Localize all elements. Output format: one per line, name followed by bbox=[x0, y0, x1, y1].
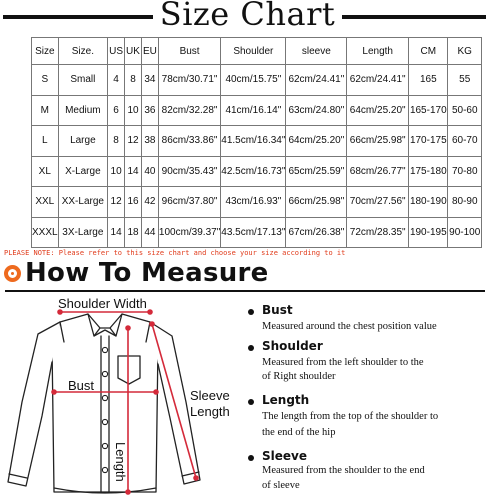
table-cell: 42.5cm/16.73" bbox=[221, 156, 286, 187]
size-chart-title: Size Chart bbox=[159, 0, 336, 33]
table-cell: 12 bbox=[125, 126, 142, 157]
table-header-cell: sleeve bbox=[286, 38, 347, 65]
table-cell: 66cm/25.98" bbox=[286, 187, 347, 218]
table-cell: 190-195 bbox=[409, 217, 448, 248]
table-cell: 43.5cm/17.13" bbox=[221, 217, 286, 248]
table-cell: 96cm/37.80" bbox=[158, 187, 220, 218]
title-rule-left bbox=[3, 15, 153, 19]
bust-label: Bust bbox=[68, 378, 95, 393]
table-cell: XXXL bbox=[32, 217, 59, 248]
table-cell: 41.5cm/16.34" bbox=[221, 126, 286, 157]
table-cell: 90cm/35.43" bbox=[158, 156, 220, 187]
table-cell: 6 bbox=[108, 95, 125, 126]
definition-title: Length bbox=[262, 393, 310, 407]
definition-text: Measured from the shoulder to the end bbox=[262, 465, 425, 476]
table-cell: 50-60 bbox=[448, 95, 482, 126]
table-cell: 12 bbox=[108, 187, 125, 218]
table-cell: 180-190 bbox=[409, 187, 448, 218]
table-header-cell: Length bbox=[347, 38, 409, 65]
length-label: Length bbox=[113, 442, 128, 482]
definition-title: Bust bbox=[262, 303, 293, 317]
table-cell: 8 bbox=[125, 65, 142, 96]
table-cell: 44 bbox=[141, 217, 158, 248]
table-cell: 10 bbox=[125, 95, 142, 126]
table-cell: 40 bbox=[141, 156, 158, 187]
table-cell: XXL bbox=[32, 187, 59, 218]
table-header-row bbox=[32, 38, 482, 65]
table-header-cell: CM bbox=[409, 38, 448, 65]
definition-text: of sleeve bbox=[262, 480, 300, 491]
table-cell: 67cm/26.38" bbox=[286, 217, 347, 248]
table-cell: 90-100 bbox=[448, 217, 482, 248]
table-cell: M bbox=[32, 95, 59, 126]
table-cell: 60-70 bbox=[448, 126, 482, 157]
definition-text: The length from the top of the shoulder to bbox=[262, 411, 439, 422]
table-row bbox=[32, 65, 482, 96]
table-cell: 16 bbox=[125, 187, 142, 218]
table-cell: Small bbox=[58, 65, 108, 96]
table-cell: 62cm/24.41" bbox=[347, 65, 409, 96]
title-rule-right bbox=[342, 15, 486, 19]
definition-title: Shoulder bbox=[262, 339, 323, 353]
size-chart-table bbox=[31, 37, 482, 248]
table-row bbox=[32, 156, 482, 187]
table-cell: 78cm/30.71" bbox=[158, 65, 220, 96]
table-header-cell: Size bbox=[32, 38, 59, 65]
sleeve-label-line1: Sleeve bbox=[190, 388, 230, 403]
table-cell: 100cm/39.37" bbox=[158, 217, 220, 248]
table-cell: 70-80 bbox=[448, 156, 482, 187]
definition-text: Measured from the left shoulder to the bbox=[262, 357, 424, 368]
table-cell: 38 bbox=[141, 126, 158, 157]
table-header-cell: EU bbox=[141, 38, 158, 65]
bullet-icon bbox=[248, 345, 254, 351]
table-row bbox=[32, 217, 482, 248]
table-cell: 66cm/25.98" bbox=[347, 126, 409, 157]
table-cell: X-Large bbox=[58, 156, 108, 187]
table-cell: 65cm/25.59" bbox=[286, 156, 347, 187]
table-cell: 68cm/26.77" bbox=[347, 156, 409, 187]
table-cell: 82cm/32.28" bbox=[158, 95, 220, 126]
table-cell: 165-170 bbox=[409, 95, 448, 126]
table-cell: 72cm/28.35" bbox=[347, 217, 409, 248]
table-header-cell: KG bbox=[448, 38, 482, 65]
table-cell: 80-90 bbox=[448, 187, 482, 218]
table-cell: 70cm/27.56" bbox=[347, 187, 409, 218]
table-cell: 170-175 bbox=[409, 126, 448, 157]
size-note: PLEASE NOTE: Please refer to this size chart and choose your size according to it bbox=[4, 249, 346, 257]
table-cell: 64cm/25.20" bbox=[286, 126, 347, 157]
table-cell: 55 bbox=[448, 65, 482, 96]
orange-ring-icon bbox=[4, 265, 21, 282]
definition-title: Sleeve bbox=[262, 449, 307, 463]
bullet-icon bbox=[248, 309, 254, 315]
table-cell: 4 bbox=[108, 65, 125, 96]
shoulder-width-label: Shoulder Width bbox=[58, 296, 147, 311]
table-cell: 34 bbox=[141, 65, 158, 96]
table-cell: 165 bbox=[409, 65, 448, 96]
table-cell: L bbox=[32, 126, 59, 157]
table-cell: XL bbox=[32, 156, 59, 187]
table-cell: 3X-Large bbox=[58, 217, 108, 248]
table-cell: 36 bbox=[141, 95, 158, 126]
table-header-cell: Size. bbox=[58, 38, 108, 65]
size-chart-header bbox=[0, 0, 489, 32]
table-header-cell: UK bbox=[125, 38, 142, 65]
bullet-icon bbox=[248, 455, 254, 461]
definition-text: the end of the hip bbox=[262, 427, 336, 438]
shirt-diagram bbox=[0, 292, 240, 500]
definition-text: of Right shoulder bbox=[262, 371, 336, 382]
table-header-cell: Bust bbox=[158, 38, 220, 65]
table-cell: 14 bbox=[125, 156, 142, 187]
bullet-icon bbox=[248, 399, 254, 405]
definition-text: Measured around the chest position value bbox=[262, 321, 437, 332]
table-header-cell: Shoulder bbox=[221, 38, 286, 65]
table-cell: 40cm/15.75" bbox=[221, 65, 286, 96]
table-cell: 10 bbox=[108, 156, 125, 187]
table-cell: XX-Large bbox=[58, 187, 108, 218]
table-cell: 43cm/16.93" bbox=[221, 187, 286, 218]
table-cell: 175-180 bbox=[409, 156, 448, 187]
table-row bbox=[32, 187, 482, 218]
table-header-cell: US bbox=[108, 38, 125, 65]
table-cell: 63cm/24.80" bbox=[286, 95, 347, 126]
sleeve-label-line2: Length bbox=[190, 404, 230, 419]
table-cell: Medium bbox=[58, 95, 108, 126]
how-to-measure-header bbox=[0, 258, 489, 290]
table-cell: 42 bbox=[141, 187, 158, 218]
table-cell: 8 bbox=[108, 126, 125, 157]
table-cell: 62cm/24.41" bbox=[286, 65, 347, 96]
table-cell: 86cm/33.86" bbox=[158, 126, 220, 157]
table-cell: Large bbox=[58, 126, 108, 157]
table-row bbox=[32, 95, 482, 126]
how-to-measure-title: How To Measure bbox=[25, 258, 269, 288]
table-cell: 14 bbox=[108, 217, 125, 248]
table-cell: 18 bbox=[125, 217, 142, 248]
table-cell: S bbox=[32, 65, 59, 96]
table-cell: 41cm/16.14" bbox=[221, 95, 286, 126]
table-row bbox=[32, 126, 482, 157]
table-cell: 64cm/25.20" bbox=[347, 95, 409, 126]
